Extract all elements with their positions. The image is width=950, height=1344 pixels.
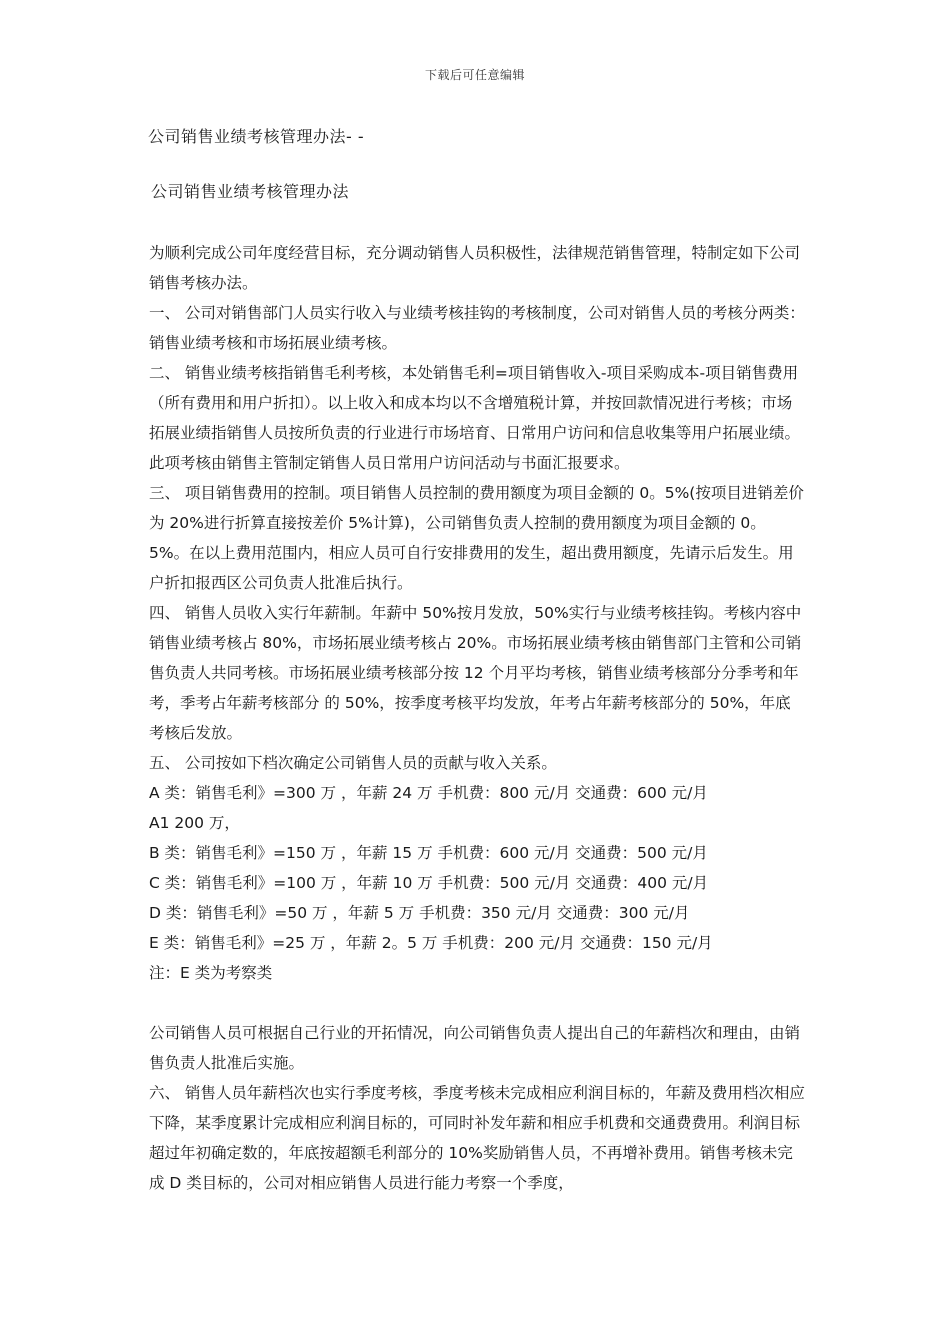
- document-title: 公司销售业绩考核管理办法- -: [148, 127, 365, 146]
- tier-a-line: A 类：销售毛利》=300 万 ，年薪 24 万 手机费：800 元/月 交通费：600 元/月: [149, 784, 708, 802]
- page-header-note: 下载后可任意编辑: [424, 68, 525, 82]
- tier-note: 注：E 类为考察类: [149, 964, 273, 982]
- tier-d-line: D 类：销售毛利》=50 万 ，年薪 5 万 手机费：350 元/月 交通费：300 元/月: [149, 904, 690, 922]
- tier-a1-line: A1 200 万，: [149, 814, 240, 832]
- tier-b-line: B 类：销售毛利》=150 万 ，年薪 15 万 手机费：600 元/月 交通费：500 元/月: [149, 844, 708, 862]
- paragraph-tier-request: 公司销售人员可根据自己行业的开拓情况，向公司销售负责人提出自己的年薪档次和理由，由销售负责人批准后实施。: [149, 1024, 801, 1072]
- paragraph-clause-4: 四、 销售人员收入实行年薪制。年薪中 50%按月发放，50%实行与业绩考核挂钩。考核内容中销售业绩考核占 80%，市场拓展业绩考核占 20%。市场拓展业绩考核由销售部门主管和公司销售负责人共同考核。市场拓展业绩考核部分按 12 个月平均考核，销售业绩考核部分分季考和年考，季考占年薪考核部分 的 50%，按季度考核平均发放，年考占年薪考核部分的 50%，年底考核后发放。: [149, 604, 802, 742]
- paragraph-clause-5: 五、 公司按如下档次确定公司销售人员的贡献与收入关系。: [149, 754, 557, 772]
- paragraph-clause-6: 六、 销售人员年薪档次也实行季度考核，季度考核未完成相应利润目标的，年薪及费用档次相应下降，某季度累计完成相应利润目标的，可同时补发年薪和相应手机费和交通费费用。利润目标超过年初确定数的，年底按超额毛利部分的 10%奖励销售人员，不再增补费用。销售考核未完成 D 类目标的，公司对相应销售人员进行能力考察一个季度，: [149, 1084, 805, 1192]
- paragraph-clause-2: 二、 销售业绩考核指销售毛利考核，本处销售毛利=项目销售收入-项目采购成本-项目销售费用（所有费用和用户折扣）。以上收入和成本均以不含增殖税计算，并按回款情况进行考核；市场拓展业绩指销售人员按所负责的行业进行市场培育、日常用户访问和信息收集等用户拓展业绩。此项考核由销售主管制定销售人员日常用户访问活动与书面汇报要求。: [149, 364, 801, 472]
- document-subtitle: 公司销售业绩考核管理办法: [151, 182, 350, 201]
- document-body: [149, 238, 805, 1198]
- paragraph-clause-1: 一、 公司对销售部门人员实行收入与业绩考核挂钩的考核制度，公司对销售人员的考核分两类：销售业绩考核和市场拓展业绩考核。: [149, 304, 805, 352]
- paragraph-intro: 为顺利完成公司年度经营目标，充分调动销售人员积极性，法律规范销售管理，特制定如下公司销售考核办法。: [149, 244, 801, 292]
- tier-c-line: C 类：销售毛利》=100 万 ，年薪 10 万 手机费：500 元/月 交通费：400 元/月: [149, 874, 709, 892]
- tier-e-line: E 类：销售毛利》=25 万 ，年薪 2。5 万 手机费：200 元/月 交通费：150 元/月: [149, 934, 713, 952]
- paragraph-clause-3: 三、 项目销售费用的控制。项目销售人员控制的费用额度为项目金额的 0。5%(按项目进销差价为 20%进行折算直接按差价 5%计算)，公司销售负责人控制的费用额度为项目金额的 0。5%。在以上费用范围内，相应人员可自行安排费用的发生，超出费用额度，先请示后发生。用户折扣报西区公司负责人批准后执行。: [149, 484, 804, 592]
